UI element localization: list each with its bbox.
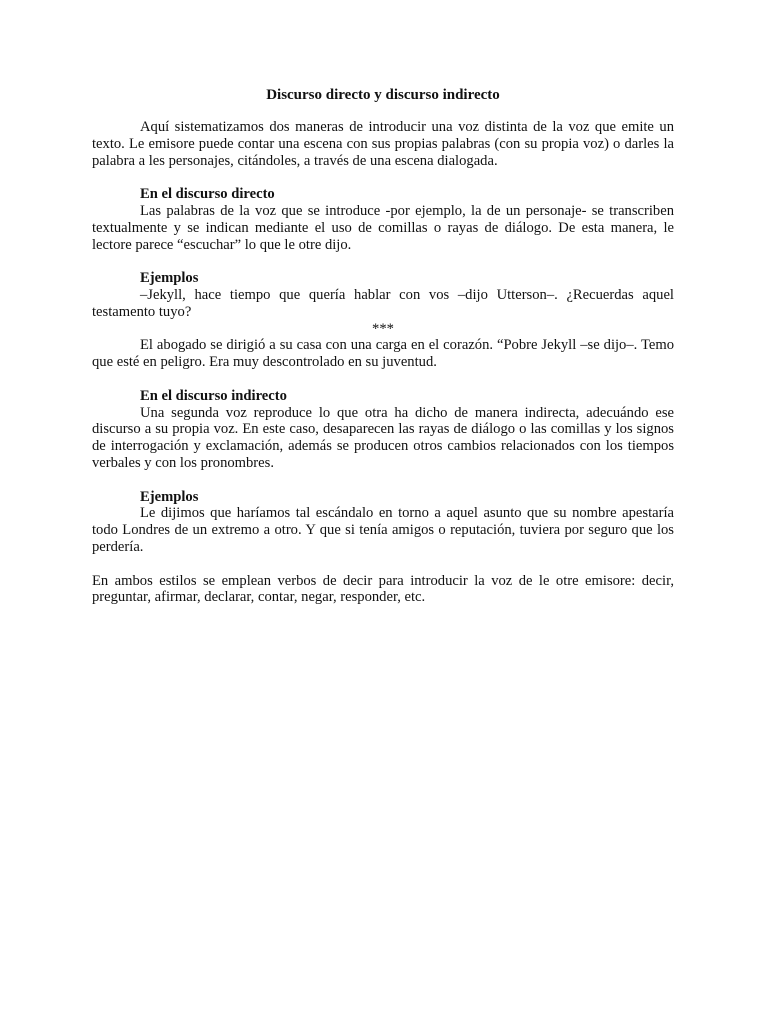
spacer	[92, 169, 674, 186]
direct-speech-paragraph: Las palabras de la voz que se introduce -por ejemplo, la de un personaje- se transcriben textualmente y se indican mediante el uso de comillas o rayas de diálogo. De esta manera, le lectore parece “escuchar” lo que le otre dijo.	[92, 202, 674, 253]
page-title: Discurso directo y discurso indirecto	[266, 87, 500, 103]
spacer	[92, 371, 674, 388]
indirect-speech-paragraph: Una segunda voz reproduce lo que otra ha dicho de manera indirecta, adecuándo ese discurso a su propia voz. En este caso, desaparecen las rayas de diálogo o las comillas y los signos de interrogación y exclamación, además se producen otros cambios relacionados con los tiempos verbales y con los pronombres.	[92, 404, 674, 471]
closing-paragraph: En ambos estilos se emplean verbos de decir para introducir la voz de le otre emisore: decir, preguntar, afirmar, declarar, contar, negar, responder, etc.	[92, 572, 674, 606]
spacer	[92, 253, 674, 270]
direct-example-2: El abogado se dirigió a su casa con una carga en el corazón. “Pobre Jekyll –se dijo–. Temo que esté en peligro. Era muy descontrolado en su juventud.	[92, 337, 674, 371]
section-heading-direct: En el discurso directo	[140, 186, 275, 203]
intro-paragraph: Aquí sistematizamos dos maneras de introducir una voz distinta de la voz que emite un texto. Le emisore puede contar una escena con sus propias palabras (con su propia voz) o darles la palabra a les personajes, citándoles, a través de una escena dialogada.	[92, 119, 674, 169]
indirect-example-1: Le dijimos que haríamos tal escándalo en torno a aquel asunto que su nombre apestaría todo Londres de un extremo a otro. Y que si tenía amigos o reputación, tuviera por seguro que los perdería.	[92, 505, 674, 555]
examples-heading-direct: Ejemplos	[140, 270, 199, 287]
section-heading-indirect: En el discurso indirecto	[140, 387, 287, 404]
examples-heading-indirect: Ejemplos	[140, 488, 199, 505]
document-page	[92, 86, 674, 606]
spacer	[92, 556, 674, 573]
example-separator: ***	[372, 320, 394, 337]
direct-example-1: –Jekyll, hace tiempo que quería hablar con vos –dijo Utterson–. ¿Recuerdas aquel testamento tuyo?	[92, 286, 674, 320]
spacer	[92, 472, 674, 489]
